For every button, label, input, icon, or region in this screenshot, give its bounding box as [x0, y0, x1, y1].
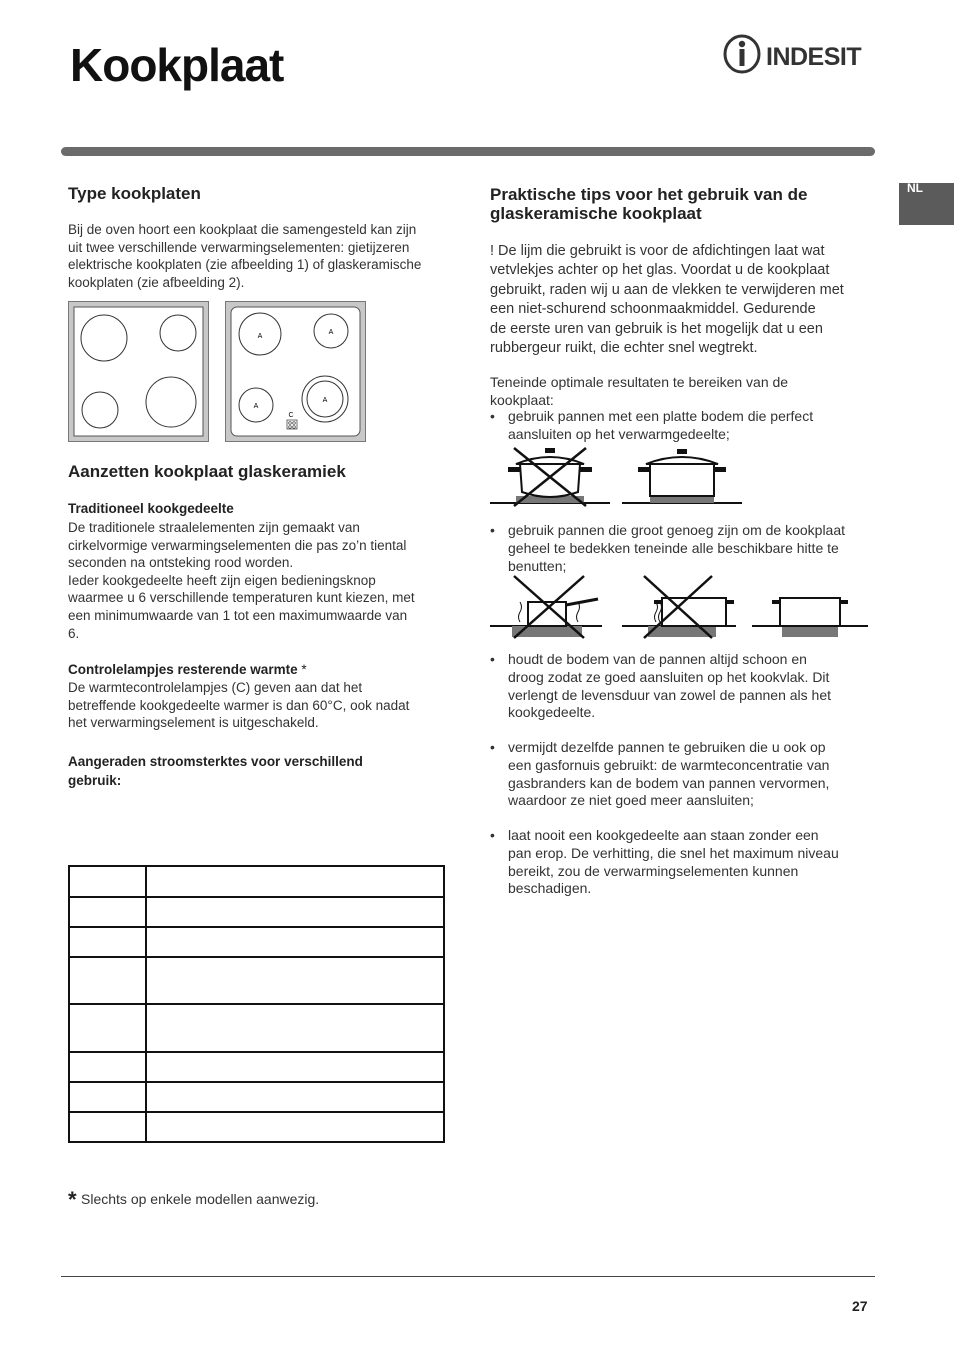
page-title: Kookplaat: [70, 39, 284, 91]
svg-text:INDESIT: INDESIT: [766, 43, 862, 71]
language-tab[interactable]: NL: [899, 183, 954, 225]
list-item: • houdt de bodem van de pannen altijd schoon en droog zodat ze goed aansluiten op het kookvlak. Dit verlengt de levensduur van zowel de pannen als het kookgedeelte.: [490, 651, 831, 721]
figure-cast-iron-hob: [68, 301, 209, 442]
svg-text:A: A: [253, 403, 259, 410]
table-row: [70, 867, 443, 898]
table-row: [70, 928, 443, 958]
type-kookplaten-heading: Type kookplaten: [68, 184, 201, 203]
list-item: • gebruik pannen die groot genoeg zijn om de kookplaat geheel te bedekken teneinde alle beschikbare hitte te benutten;: [490, 522, 846, 574]
tips-heading: Praktische tips voor het gebruik van de glaskeramische kookplaat: [490, 185, 808, 223]
traditioneel-text: De traditionele straalelementen zijn gemaakt van cirkelvormige verwarmingselementen die pas zo’n tiental seconden na ontsteking rood worden. Ieder kookgedeelte heeft zijn eigen bedieningsknop waarmee u 6 verschillende temperaturen kunt kiezen, met een minimumwaarde van 1 tot een maximumwaarde van 6.: [68, 520, 415, 641]
asterisk-mark: *: [301, 662, 307, 677]
stroomsterktes-table: [68, 865, 445, 1143]
indesit-logo: [722, 32, 877, 78]
table-row: [70, 1005, 443, 1053]
page-number: 27: [852, 1298, 868, 1314]
pan-size-illustration: [490, 572, 880, 642]
footer-divider: [61, 1276, 875, 1277]
table-row: [70, 898, 443, 928]
warning-text: ! De lijm die gebruikt is voor de afdichtingen laat wat vetvlekjes achter op het glas. Voordat u de kookplaat gebruikt, raden wij u aan de vlekken te verwijderen met een niet-schurend schoonmaakmiddel. Gedurende de eerste uren van gebruik is het mogelijk dat u een rubbergeur ruikt, die echter snel wegtrekt.: [490, 243, 844, 357]
intro-text: Teneinde optimale resultaten te bereiken van de kookplaat:: [490, 374, 789, 408]
controlelampjes-text: De warmtecontrolelampjes (C) geven aan dat het betreffende kookgedeelte warmer is dan 60°C, ook nadat het verwarmingselement is uitgeschakeld.: [68, 680, 410, 731]
svg-text:C: C: [288, 412, 294, 419]
svg-text:A: A: [322, 397, 328, 404]
svg-text:A: A: [328, 329, 334, 336]
list-item: • laat nooit een kookgedeelte aan staan zonder een pan erop. De verhitting, die snel het maximum niveau bereikt, zou de verwarmingselementen kunnen beschadigen.: [490, 827, 839, 897]
list-item: • vermijdt dezelfde pannen te gebruiken die u ook op een gasfornuis gebruikt: de warmteconcentratie van gasbranders kan de bodem van pannen vervormen, waardoor ze niet goed meer aansluiten;: [490, 739, 830, 809]
footnote-star: *: [68, 1187, 77, 1212]
table-row: [70, 1083, 443, 1113]
stroomsterktes-heading: Aangeraden stroomsterktes voor verschillend gebruik:: [68, 754, 363, 788]
footnote: [68, 1184, 319, 1210]
figure-glass-ceramic-hob: [225, 301, 366, 442]
header-divider: [61, 147, 875, 156]
pan-flat-bottom-illustration: [490, 440, 880, 510]
svg-text:A: A: [257, 333, 263, 340]
type-kookplaten-text: Bij de oven hoort een kookplaat die samengesteld kan zijn uit twee verschillende verwarmingselementen: gietijzeren elektrische kookplaten (zie afbeelding 1) of glaskeramische kookplaten (zie afbeelding 2).: [68, 222, 422, 290]
table-row: [70, 1053, 443, 1083]
footnote-text: Slechts op enkele modellen aanwezig.: [81, 1191, 320, 1207]
table-row: [70, 958, 443, 1005]
aanzetten-heading: Aanzetten kookplaat glaskeramiek: [68, 462, 346, 481]
controlelampjes-heading: Controlelampjes resterende warmte *: [68, 662, 307, 677]
traditioneel-heading: Traditioneel kookgedeelte: [68, 501, 234, 516]
table-row: [70, 1113, 443, 1141]
list-item: • gebruik pannen met een platte bodem die perfect aansluiten op het verwarmgedeelte;: [490, 408, 814, 442]
